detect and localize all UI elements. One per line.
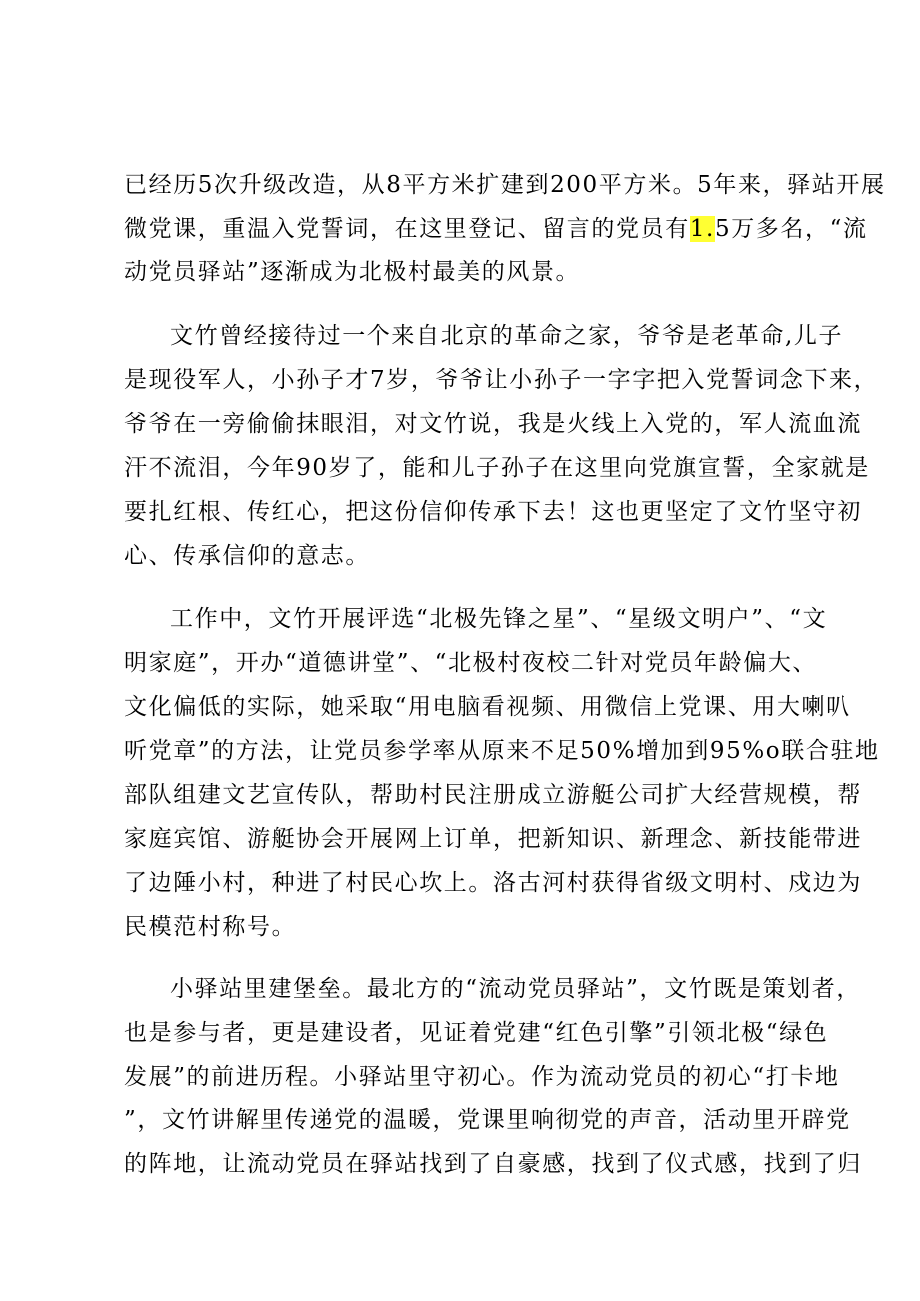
paragraph-3-line-4: 听党章”的方法，让党员参学率从原来不足50%增加到95%o联合驻地 <box>124 738 880 764</box>
paragraph-4-line-4: ”，文竹讲解里传递党的温暖，党课里响彻党的声音，活动里开辟党 <box>124 1107 851 1133</box>
paragraph-2-line-3: 爷爷在一旁偷偷抹眼泪，对文竹说，我是火线上入党的，军人流血流 <box>124 411 862 437</box>
paragraph-2-line-2: 是现役军人，小孙子才7岁，爷爷让小孙子一字字把入党誓词念下来， <box>124 367 879 393</box>
paragraph-3-line-2: 明家庭”，开办“道德讲堂”、“北极村夜校二针对党员年龄偏大、 <box>124 650 818 676</box>
paragraph-3-line-7: 了边陲小村，种进了村民心坎上。洛古河村获得省级文明村、戍边为 <box>124 870 862 896</box>
paragraph-1-line-2 <box>124 209 868 249</box>
paragraph-3-line-8: 民模范村称号。 <box>124 914 297 940</box>
highlighted-number: 1. <box>689 216 715 242</box>
paragraph-2-line-1: 文竹曾经接待过一个来自北京的革命之家，爷爷是老革命,儿子 <box>170 323 844 349</box>
paragraph-1-line-1: 已经历5次升级改造，从8平方米扩建到200平方米。5年来，驿站开展 <box>124 172 886 198</box>
paragraph-2-line-4: 汗不流泪，今年90岁了，能和儿子孙子在这里向党旗宣誓，全家就是 <box>124 455 870 481</box>
paragraph-4-line-1: 小驿站里建堡垒。最北方的“流动党员驿站”，文竹既是策划者， <box>170 976 861 1002</box>
paragraph-1-line-2-text-a: 微党课，重温入党誓词，在这里登记、留言的党员有 <box>124 216 690 242</box>
paragraph-3-line-3: 文化偏低的实际，她采取“用电脑看视频、用微信上党课、用大喇叭 <box>124 694 851 720</box>
paragraph-3-line-5: 部队组建文艺宣传队，帮助村民注册成立游艇公司扩大经营规模，帮 <box>124 782 862 808</box>
paragraph-3-line-6: 家庭宾馆、游艇协会开展网上订单，把新知识、新理念、新技能带进 <box>124 826 862 852</box>
paragraph-2-line-5: 要扎红根、传红心，把这份信仰传承下去！这也更坚定了文竹坚守初 <box>124 499 862 525</box>
paragraph-1-line-2-text-b: 5万多名，“流 <box>714 216 868 242</box>
paragraph-2-line-6: 心、传承信仰的意志。 <box>124 543 370 569</box>
paragraph-4-line-5: 的阵地，让流动党员在驿站找到了自豪感，找到了仪式感，找到了归 <box>124 1151 862 1177</box>
paragraph-4-line-3: 发展”的前进历程。小驿站里守初心。作为流动党员的初心“打卡地 <box>124 1064 840 1090</box>
paragraph-1-line-3: 动党员驿站”逐渐成为北极村最美的风景。 <box>124 259 581 285</box>
paragraph-4-line-2: 也是参与者，更是建设者，见证着党建“红色引擎”引领北极“绿色 <box>124 1020 829 1046</box>
paragraph-3-line-1: 工作中，文竹开展评选“北极先锋之星”、“星级文明户”、“文 <box>170 606 828 632</box>
